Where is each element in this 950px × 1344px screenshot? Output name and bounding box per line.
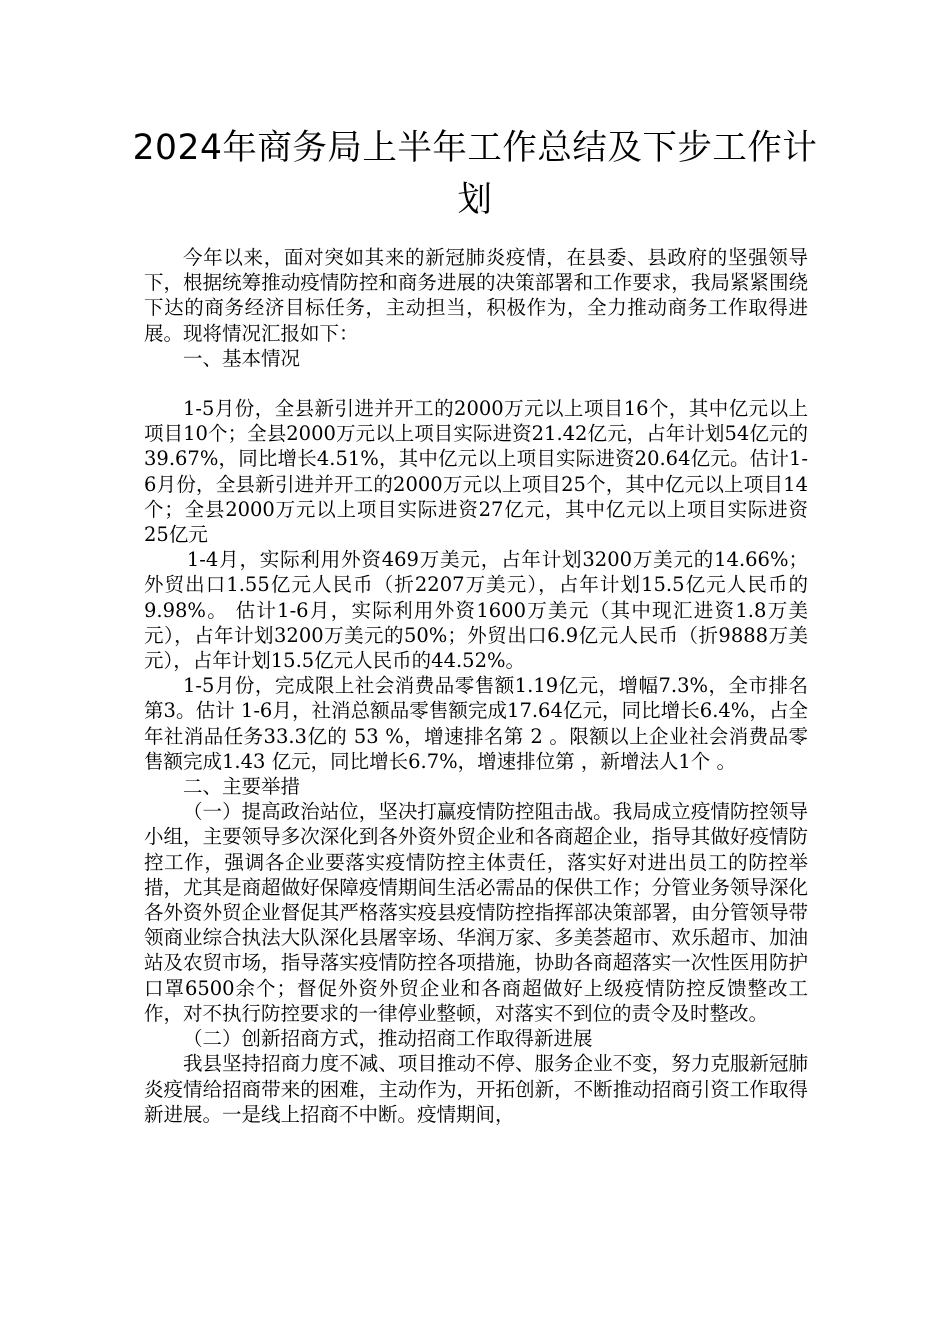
section-heading-main-measures: 二、主要举措 bbox=[183, 775, 301, 799]
document-body bbox=[144, 245, 808, 1127]
paragraph-investment-attraction: 我县坚持招商力度不减、项目推动不停、服务企业不变，努力克服新冠肺炎疫情给招商带来的困难，主动作为，开拓创新，不断推动招商引资工作取得新进展。一是线上招商不中断。疫情期间， bbox=[144, 1052, 808, 1126]
blank-line bbox=[144, 371, 808, 396]
document-title: 2024年商务局上半年工作总结及下步工作计划 bbox=[132, 128, 818, 220]
paragraph-projects: 1-5月份，全县新引进并开工的2000万元以上项目16个，其中亿元以上项目10个；全县2000万元以上项目实际进资21.42亿元，占年计划54亿元的39.67%，同比增长4.51%，其中亿元以上项目实际进资20.64亿元。估计1-6月份，全县新引进并开工的2000万元以上项目25个，其中亿元以上项目14个；全县2000万元以上项目实际进资27亿元，其中亿元以上项目实际进资25亿元 bbox=[144, 397, 808, 547]
section-heading-basic-situation: 一、基本情况 bbox=[183, 346, 301, 370]
intro-paragraph: 今年以来，面对突如其来的新冠肺炎疫情，在县委、县政府的坚强领导下，根据统筹推动疫情防控和商务进展的决策部署和工作要求，我局紧紧围绕下达的商务经济目标任务，主动担当，积极作为，全力推动商务工作取得进展。现将情况汇报如下： bbox=[144, 246, 808, 345]
paragraph-foreign-trade: 1-4月，实际利用外资469万美元，占年计划3200万美元的14.66%；外贸出口1.55亿元人民币（折2207万美元），占年计划15.5亿元人民币的9.98%。 估计1-6月，实际利用外资1600万美元（其中现汇进资1.8万美元），占年计划3200万美元的50%；外贸出口6.9亿元人民币（折9888万美元），占年计划15.5亿元人民币的44.52%。 bbox=[144, 548, 808, 673]
paragraph-retail-sales: 1-5月份，完成限上社会消费品零售额1.19亿元，增幅7.3%，全市排名第3。估计 1-6月，社消总额品零售额完成17.64亿元，同比增长6.4%，占全年社消品任务33.3亿的 53 %，增速排名第 2 。限额以上企业社会消费品零售额完成1.43 亿元，同比增长6.7%，增速排位第 ，新增法人1个 。 bbox=[144, 674, 808, 773]
paragraph-epidemic-prevention: （一）提高政治站位，坚决打赢疫情防控阻击战。我局成立疫情防控领导小组，主要领导多次深化到各外资外贸企业和各商超企业，指导其做好疫情防控工作，强调各企业要落实疫情防控主体责任，落实好对进出员工的防控举措，尤其是商超做好保障疫情期间生活必需品的保供工作；分管业务领导深化各外资外贸企业督促其严格落实疫县疫情防控指挥部决策部署，由分管领导带领商业综合执法大队深化县屠宰场、华润万家、多美荟超市、欢乐超市、加油站及农贸市场，指导落实疫情防控各项措施，协助各商超落实一次性医用防护口罩6500余个；督促外资外贸企业和各商超做好上级疫情防控反馈整改工作，对不执行防控要求的一律停业整顿，对落实不到位的责令及时整改。 bbox=[144, 800, 808, 1025]
subheading-investment-attraction: （二）创新招商方式，推动招商工作取得新进展 bbox=[183, 1027, 593, 1051]
